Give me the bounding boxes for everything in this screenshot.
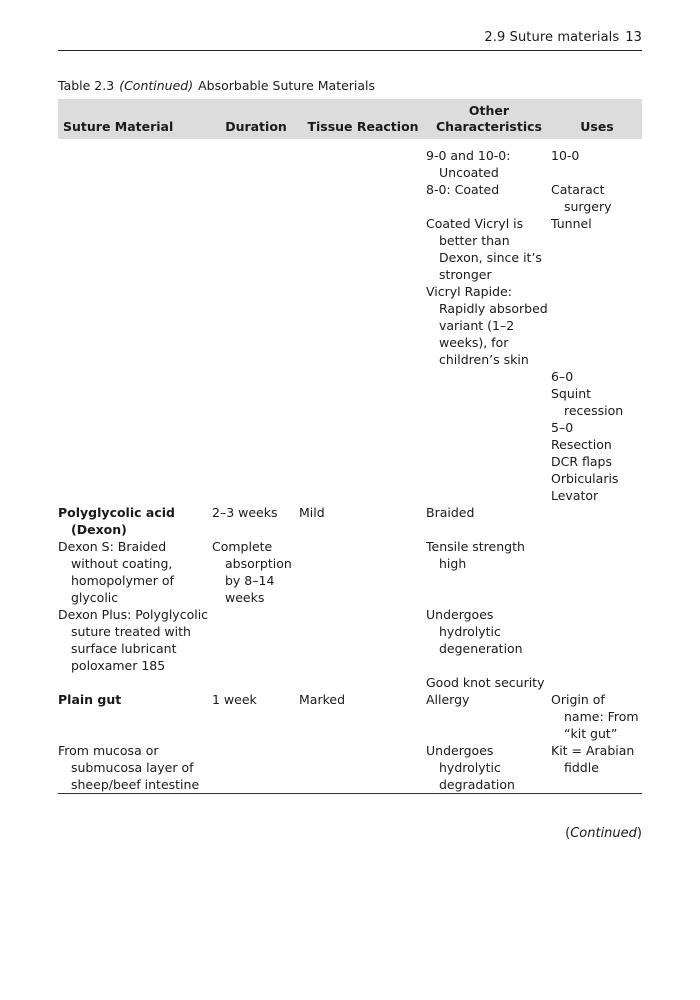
table-row xyxy=(58,147,642,181)
cell-tissue-reaction xyxy=(299,283,426,368)
cell-other: Good knot security xyxy=(426,675,545,690)
cell-material: Dexon S: Braided without coating, homopolymer of glycolic xyxy=(58,539,174,605)
cell-other: Undergoes hydrolytic degeneration xyxy=(426,607,523,656)
cell-tissue-reaction xyxy=(299,147,426,181)
table-row xyxy=(58,215,642,283)
cell-material: Polyglycolic acid (Dexon) xyxy=(58,505,175,537)
page-number: 13 xyxy=(625,30,642,45)
cell-other: Allergy xyxy=(426,692,470,707)
table-row xyxy=(58,691,642,742)
cell-duration xyxy=(212,283,299,368)
table-row xyxy=(58,419,642,436)
cell-duration xyxy=(212,215,299,283)
table-bottom-rule xyxy=(58,794,642,795)
cell-tissue-reaction xyxy=(299,385,426,419)
cell-material xyxy=(58,436,212,453)
table-row xyxy=(58,385,642,419)
table-continued-note: (Continued) xyxy=(119,78,194,93)
header-other-line2: Characteristics xyxy=(436,119,542,134)
header-uses: Uses xyxy=(551,99,642,139)
cell-duration xyxy=(212,487,299,504)
table-row xyxy=(58,470,642,487)
cell-other xyxy=(426,487,551,504)
cell-other: Braided xyxy=(426,505,475,520)
table-row xyxy=(58,283,642,368)
cell-material xyxy=(58,147,212,181)
cell-uses: Orbicularis xyxy=(551,471,619,486)
cell-uses: DCR flaps xyxy=(551,454,612,469)
cell-uses: 6–0 xyxy=(551,369,574,384)
cell-other xyxy=(426,470,551,487)
table-row xyxy=(58,742,642,794)
header-suture-material: Suture Material xyxy=(58,99,212,139)
header-tissue-reaction: Tissue Reaction xyxy=(299,99,426,139)
cell-other xyxy=(426,453,551,470)
cell-uses: Kit = Arabian fiddle xyxy=(551,743,635,775)
cell-other: Undergoes hydrolytic degradation xyxy=(426,743,515,792)
header-other-characteristics xyxy=(426,99,551,139)
cell-material xyxy=(58,453,212,470)
cell-tissue-reaction xyxy=(299,453,426,470)
cell-material xyxy=(58,368,212,385)
cell-tissue-reaction xyxy=(299,674,426,691)
cell-uses xyxy=(551,538,642,606)
continued-text: Continued xyxy=(570,826,637,841)
cell-material: Plain gut xyxy=(58,692,122,707)
cell-uses: Cataract surgery xyxy=(551,182,612,214)
cell-uses: Squint recession xyxy=(551,386,624,418)
cell-material xyxy=(58,487,212,504)
suture-table xyxy=(58,99,642,794)
table-row xyxy=(58,368,642,385)
cell-other: Vicryl Rapide: Rapidly absorbed variant (1–2 weeks), for children’s skin xyxy=(426,284,548,367)
cell-tissue-reaction xyxy=(299,606,426,674)
cell-duration xyxy=(212,385,299,419)
table-row xyxy=(58,538,642,606)
cell-material: Dexon Plus: Polyglycolic suture treated with surface lubricant poloxamer 185 xyxy=(58,607,209,673)
header-other-line1: Other xyxy=(468,103,510,118)
table-row xyxy=(58,181,642,215)
cell-duration: Complete absorption by 8–14 weeks xyxy=(212,539,292,605)
cell-other: 9-0 and 10-0: Uncoated xyxy=(426,148,511,180)
cell-other xyxy=(426,419,551,436)
cell-other: Tensile strength high xyxy=(426,539,525,571)
header-duration: Duration xyxy=(212,99,299,139)
cell-uses: Tunnel xyxy=(551,216,592,231)
cell-uses: Levator xyxy=(551,488,599,503)
cell-uses: Origin of name: From “kit gut” xyxy=(551,692,639,741)
cell-uses xyxy=(551,674,642,691)
cell-duration: 1 week xyxy=(212,692,257,707)
table-header-row xyxy=(58,99,642,139)
table-row xyxy=(58,453,642,470)
table-row xyxy=(58,436,642,453)
cell-other: 8-0: Coated xyxy=(426,182,500,197)
table-row xyxy=(58,504,642,538)
cell-uses: 5–0 xyxy=(551,420,574,435)
cell-tissue-reaction xyxy=(299,436,426,453)
cell-duration xyxy=(212,470,299,487)
cell-material xyxy=(58,674,212,691)
cell-uses xyxy=(551,606,642,674)
cell-duration xyxy=(212,453,299,470)
section-title: 2.9 Suture materials xyxy=(484,30,620,45)
cell-material: From mucosa or submucosa layer of sheep/beef intestine xyxy=(58,743,200,792)
cell-tissue-reaction xyxy=(299,215,426,283)
cell-tissue-reaction xyxy=(299,538,426,606)
cell-tissue-reaction: Marked xyxy=(299,692,346,707)
table-row xyxy=(58,487,642,504)
cell-uses xyxy=(551,283,642,368)
cell-material xyxy=(58,181,212,215)
cell-material xyxy=(58,283,212,368)
cell-other: Coated Vicryl is better than Dexon, since it’s stronger xyxy=(426,216,542,282)
cell-duration xyxy=(212,436,299,453)
cell-tissue-reaction xyxy=(299,470,426,487)
table-caption xyxy=(58,78,375,93)
cell-other xyxy=(426,368,551,385)
cell-other xyxy=(426,385,551,419)
table-row xyxy=(58,606,642,674)
cell-tissue-reaction xyxy=(299,742,426,794)
cell-other xyxy=(426,436,551,453)
table-title: Absorbable Suture Materials xyxy=(198,78,376,93)
cell-material xyxy=(58,385,212,419)
cell-material xyxy=(58,470,212,487)
cell-duration xyxy=(212,606,299,674)
cell-duration xyxy=(212,181,299,215)
table-row xyxy=(58,674,642,691)
header-rule xyxy=(58,50,642,51)
continued-note: (Continued) xyxy=(565,826,642,841)
cell-material xyxy=(58,419,212,436)
cell-tissue-reaction xyxy=(299,181,426,215)
cell-tissue-reaction xyxy=(299,419,426,436)
cell-tissue-reaction xyxy=(299,368,426,385)
cell-duration xyxy=(212,674,299,691)
cell-duration xyxy=(212,419,299,436)
cell-material xyxy=(58,215,212,283)
cell-tissue-reaction xyxy=(299,487,426,504)
table-label: Table 2.3 xyxy=(58,78,115,93)
cell-uses xyxy=(551,504,642,538)
cell-uses: Resection xyxy=(551,437,612,452)
cell-duration: 2–3 weeks xyxy=(212,505,278,520)
running-head xyxy=(484,30,642,45)
cell-uses: 10-0 xyxy=(551,148,580,163)
cell-duration xyxy=(212,368,299,385)
cell-tissue-reaction: Mild xyxy=(299,505,325,520)
cell-duration xyxy=(212,742,299,794)
cell-duration xyxy=(212,147,299,181)
